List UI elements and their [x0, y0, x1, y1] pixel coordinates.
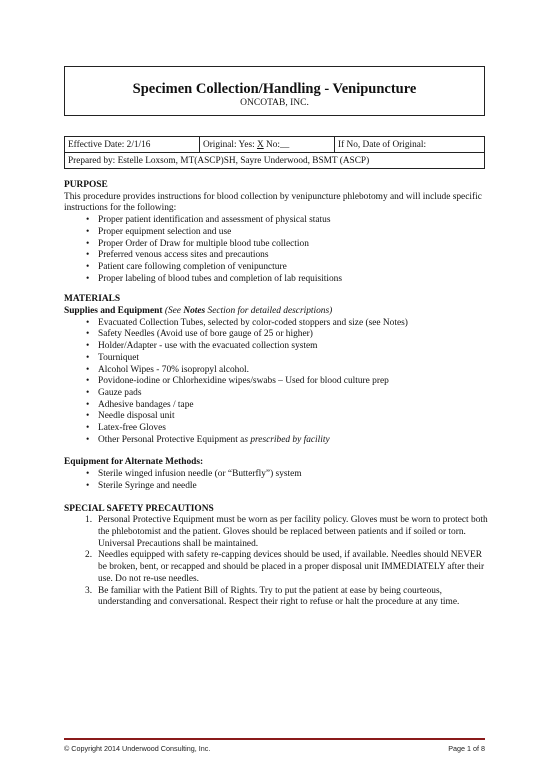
list-item: 1. Personal Protective Equipment must be worn as per facility policy. Gloves must be worn to protect both the phlebotomist and the patient. Gloves should be replaced between patients and if soiled or torn. Universal Precautions shall be maintained. — [85, 515, 488, 549]
list-item: • Proper patient identification and assessment of physical status — [64, 215, 489, 227]
list-item: • Alcohol Wipes - 70% isopropyl alcohol. — [64, 365, 489, 377]
page-number: Page 1 of 8 — [448, 744, 485, 753]
purpose-list — [64, 215, 489, 285]
list-item: • Safety Needles (Avoid use of bore gauge of 25 or higher) — [64, 329, 489, 341]
purpose-heading: PURPOSE — [64, 180, 108, 190]
prepared-by-cell: Prepared by: Estelle Loxsom, MT(ASCP)SH, Sayre Underwood, BSMT (ASCP) — [65, 153, 485, 169]
original-cell — [200, 137, 335, 153]
list-item: • Proper Order of Draw for multiple blood tube collection — [64, 239, 489, 251]
list-item: • Evacuated Collection Tubes, selected by color-coded stoppers and size (see Notes) — [64, 318, 489, 330]
alternate-list — [64, 469, 489, 492]
purpose-intro: This procedure provides instructions for blood collection by venipuncture phlebotomy and will include specific instructions for the following: — [64, 191, 482, 214]
list-item: • Proper equipment selection and use — [64, 227, 489, 239]
original-yes-mark: X — [256, 139, 264, 150]
safety-list — [64, 515, 489, 609]
materials-subheading: Supplies and Equipment (See Notes Section for detailed descriptions) — [64, 306, 333, 317]
list-item: • Latex-free Gloves — [64, 423, 489, 435]
list-item: • Sterile winged infusion needle (or “Butterfly”) system — [64, 469, 489, 481]
company-name: ONCOTAB, INC. — [240, 98, 309, 108]
original-no: No:__ — [263, 139, 290, 150]
info-row-prepared — [65, 153, 485, 169]
safety-heading: SPECIAL SAFETY PRECAUTIONS — [64, 503, 214, 514]
footer-rule — [64, 738, 485, 740]
materials-heading: MATERIALS — [64, 294, 121, 305]
document-body — [64, 180, 489, 609]
list-item: • Needle disposal unit — [64, 411, 489, 423]
list-item: • Preferred venous access sites and precautions — [64, 250, 489, 262]
copyright-text: © Copyright 2014 Underwood Consulting, Inc. — [64, 744, 211, 753]
original-label: Original: Yes: — [203, 139, 257, 150]
materials-list — [64, 318, 489, 447]
alternate-heading: Equipment for Alternate Methods: — [64, 457, 204, 468]
title-box — [64, 66, 485, 116]
document-title: Specimen Collection/Handling - Venipuncture — [132, 81, 417, 97]
info-table — [64, 136, 485, 169]
list-item: • Proper labeling of blood tubes and completion of lab requisitions — [64, 274, 489, 286]
list-item: • Patient care following completion of venipuncture — [64, 262, 489, 274]
effective-date-cell: Effective Date: 2/1/16 — [65, 137, 200, 153]
original-date-cell: If No, Date of Original: — [335, 137, 485, 153]
list-item: • Povidone-iodine or Chlorhexidine wipes/swabs – Used for blood culture prep — [64, 376, 489, 388]
list-item: • Holder/Adapter - use with the evacuated collection system — [64, 341, 489, 353]
list-item: • Gauze pads — [64, 388, 489, 400]
info-row-dates — [65, 137, 485, 153]
list-item: • Sterile Syringe and needle — [64, 481, 489, 493]
list-item: 3. Be familiar with the Patient Bill of Rights. Try to put the patient at ease by being courteous, understanding and conversational. Respect their right to refuse or halt the procedure at any time. — [85, 585, 460, 608]
list-item: • Other Personal Protective Equipment as prescribed by facility — [64, 435, 489, 447]
list-item: 2. Needles equipped with safety re-capping devices should be used, if available. Needles should NEVER be broken, bent, or recapped and should be placed in a proper disposal unit IMMEDIATELY after their use. Do not re-use needles. — [85, 550, 485, 584]
list-item: • Tourniquet — [64, 353, 489, 365]
list-item: • Adhesive bandages / tape — [64, 400, 489, 412]
